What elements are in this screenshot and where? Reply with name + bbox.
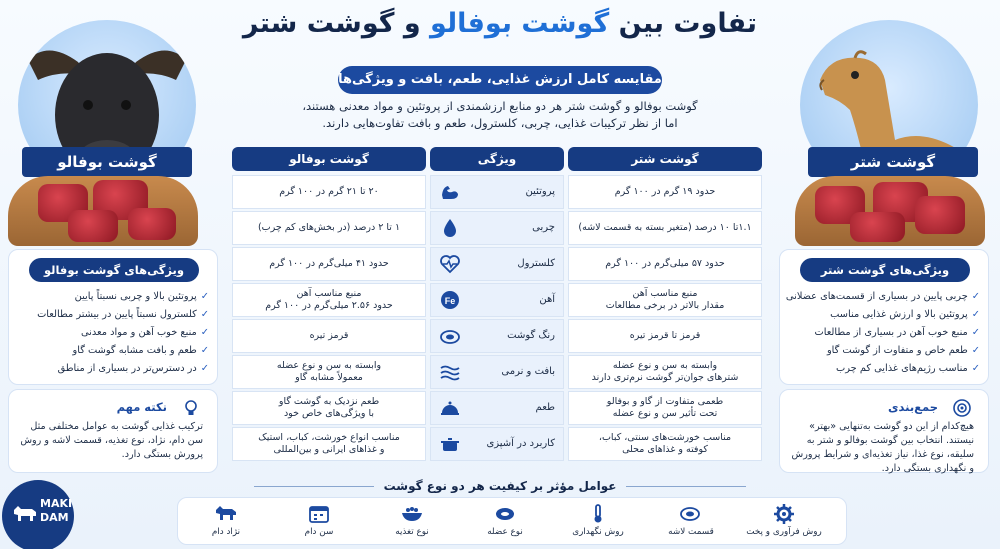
buffalo-value: قرمز تیره bbox=[232, 319, 426, 353]
list-item bbox=[788, 342, 980, 360]
feed-bowl-icon bbox=[400, 502, 424, 524]
title-part1: تفاوت بین bbox=[609, 8, 758, 39]
factor-item bbox=[465, 502, 545, 537]
cloche-icon bbox=[439, 397, 461, 419]
cow-logo-icon bbox=[12, 504, 38, 522]
check-icon: ✓ bbox=[971, 327, 980, 338]
intro-line-2: اما از نظر ترکیبات غذایی، چربی، کلسترول، طعم و بافت تفاوت‌هایی دارند. bbox=[322, 116, 678, 130]
feature-label: کلسترول bbox=[517, 258, 555, 269]
lightbulb-icon bbox=[181, 398, 201, 418]
factor-item bbox=[186, 502, 266, 537]
feature-text: پروتئین بالا و چربی نسبتاً پایین bbox=[74, 291, 197, 302]
feature-cell bbox=[430, 175, 564, 209]
camel-value: منبع مناسب آهن مقدار بالاتر در برخی مطالعات bbox=[568, 283, 762, 317]
table-row bbox=[232, 355, 762, 389]
intro-text bbox=[240, 98, 760, 132]
feature-text: منبع خوب آهن و مواد معدنی bbox=[81, 327, 197, 338]
title-accent: گوشت بوفالو bbox=[430, 8, 610, 39]
camel-value: طعمی متفاوت از گاو و بوفالو تحت تأثیر سن و نوع عضله bbox=[568, 391, 762, 425]
table-row bbox=[232, 211, 762, 245]
intro-line-1: گوشت بوفالو و گوشت شتر هر دو منابع ارزشمندی از پروتئین و مواد معدنی هستند، bbox=[302, 99, 698, 113]
camel-value: ۱.۱تا ۱۰ درصد (متغیر بسته به قسمت لاشه) bbox=[568, 211, 762, 245]
factor-item bbox=[651, 502, 731, 537]
list-item bbox=[788, 324, 980, 342]
important-note-box bbox=[8, 389, 218, 473]
cow-icon bbox=[214, 502, 238, 524]
svg-text:Fe: Fe bbox=[444, 296, 456, 306]
check-icon: ✓ bbox=[200, 363, 209, 374]
factor-item bbox=[744, 502, 824, 537]
note-text: ترکیب غذایی گوشت به عوامل مختلفی مثل سن دام، نژاد، نوع تغذیه، قسمت لاشه و روش پرورش بستگی دارد. bbox=[20, 421, 203, 460]
check-icon: ✓ bbox=[971, 291, 980, 302]
factors-title-text: عوامل مؤثر بر کیفیت هر دو نوع گوشت bbox=[383, 479, 617, 493]
buffalo-value: طعم نزدیک به گوشت گاو با ویژگی‌های خاص خود bbox=[232, 391, 426, 425]
factor-label: نوع تغذیه bbox=[395, 527, 429, 537]
list-item bbox=[17, 360, 209, 378]
header-buffalo: گوشت بوفالو bbox=[232, 147, 426, 171]
camel-meat-board bbox=[795, 176, 985, 246]
feature-cell bbox=[430, 427, 564, 461]
feature-label: رنگ گوشت bbox=[507, 330, 555, 341]
meat-piece bbox=[68, 210, 118, 242]
check-icon: ✓ bbox=[971, 309, 980, 320]
drop-icon bbox=[439, 217, 461, 239]
steak-icon bbox=[679, 502, 703, 524]
buffalo-features-list bbox=[17, 288, 209, 378]
buffalo-value: حدود ۴۱ میلی‌گرم در ۱۰۰ گرم bbox=[232, 247, 426, 281]
feature-cell bbox=[430, 211, 564, 245]
makidam-logo bbox=[2, 480, 74, 549]
camel-value: حدود ۵۷ میلی‌گرم در ۱۰۰ گرم bbox=[568, 247, 762, 281]
factor-label: سن دام bbox=[304, 527, 334, 537]
feature-text: چربی پایین در بسیاری از قسمت‌های عضلانی bbox=[785, 291, 968, 302]
feature-cell bbox=[430, 391, 564, 425]
feature-text: طعم خاص و متفاوت از گوشت گاو bbox=[826, 345, 968, 356]
subtitle-banner: مقایسه کامل ارزش غذایی، طعم، بافت و ویژگی‌ها bbox=[338, 66, 662, 94]
buffalo-features-title: ویژگی‌های گوشت بوفالو bbox=[29, 258, 199, 282]
list-item bbox=[17, 306, 209, 324]
header-feature: ویژگی bbox=[430, 147, 564, 171]
feature-text: در دسترس‌تر در بسیاری از مناطق bbox=[57, 363, 197, 374]
feature-text: مناسب رژیم‌های غذایی کم چرب bbox=[836, 363, 968, 374]
check-icon: ✓ bbox=[200, 291, 209, 302]
muscle-icon bbox=[439, 181, 461, 203]
list-item bbox=[17, 342, 209, 360]
buffalo-value: منبع مناسب آهن حدود ۲.۵۶ میلی‌گرم در ۱۰۰ گرم bbox=[232, 283, 426, 317]
feature-cell bbox=[430, 355, 564, 389]
check-icon: ✓ bbox=[971, 363, 980, 374]
camel-features-list bbox=[785, 288, 980, 378]
calendar-icon bbox=[307, 502, 331, 524]
check-icon: ✓ bbox=[971, 345, 980, 356]
list-item bbox=[17, 288, 209, 306]
factor-label: نژاد دام bbox=[211, 527, 241, 537]
buffalo-features-box bbox=[8, 249, 218, 385]
waves-icon bbox=[439, 361, 461, 383]
buffalo-value: ۲۰ تا ۲۱ گرم در ۱۰۰ گرم bbox=[232, 175, 426, 209]
buffalo-meat-board bbox=[8, 176, 198, 246]
feature-text: کلسترول نسبتاً پایین در بیشتر مطالعات bbox=[37, 309, 197, 320]
iron-fe-icon bbox=[439, 289, 461, 311]
feature-label: کاربرد در آشپزی bbox=[486, 438, 555, 449]
check-icon: ✓ bbox=[200, 345, 209, 356]
factor-label: قسمت لاشه bbox=[668, 527, 714, 537]
factors-bar bbox=[177, 497, 847, 545]
buffalo-value: ۱ تا ۲ درصد (در بخش‌های کم چرب) bbox=[232, 211, 426, 245]
factor-item bbox=[279, 502, 359, 537]
buffalo-label: گوشت بوفالو bbox=[22, 147, 192, 177]
check-icon: ✓ bbox=[200, 309, 209, 320]
table-row bbox=[232, 319, 762, 353]
pot-icon bbox=[439, 433, 461, 455]
logo-text-1: MAKI bbox=[40, 497, 73, 510]
summary-text: هیچ‌کدام از این دو گوشت به‌تنهایی «بهتر» نیستند. انتخاب بین گوشت بوفالو و شتر به سلیقه، نوع غذا، نیاز تغذیه‌ای و شرایط پرورش و نگهداری بستگی دارد. bbox=[791, 421, 974, 474]
meat-piece bbox=[128, 208, 176, 240]
heart-pulse-icon bbox=[439, 253, 461, 275]
meat-piece bbox=[850, 212, 905, 242]
list-item bbox=[788, 306, 980, 324]
camel-value: وابسته به سن و نوع عضله شترهای جوان‌تر گوشت نرم‌تری دارند bbox=[568, 355, 762, 389]
camel-label: گوشت شتر bbox=[808, 147, 978, 177]
feature-text: منبع خوب آهن در بسیاری از مطالعات bbox=[814, 327, 968, 338]
camel-features-title: ویژگی‌های گوشت شتر bbox=[800, 258, 970, 282]
factor-item bbox=[372, 502, 452, 537]
list-item bbox=[788, 360, 980, 378]
factor-label: روش فرآوری و پخت bbox=[746, 527, 822, 537]
table-row bbox=[232, 247, 762, 281]
table-row bbox=[232, 283, 762, 317]
feature-cell bbox=[430, 247, 564, 281]
factors-title bbox=[0, 479, 1000, 493]
factor-item bbox=[558, 502, 638, 537]
feature-cell bbox=[430, 283, 564, 317]
feature-label: چربی bbox=[532, 222, 555, 233]
table-row bbox=[232, 175, 762, 209]
camel-value: قرمز تا قرمز تیره bbox=[568, 319, 762, 353]
camel-features-box bbox=[779, 249, 989, 385]
table-row bbox=[232, 391, 762, 425]
camel-value: حدود ۱۹ گرم در ۱۰۰ گرم bbox=[568, 175, 762, 209]
table-row bbox=[232, 427, 762, 461]
feature-cell bbox=[430, 319, 564, 353]
note-title: نکته مهم bbox=[116, 400, 167, 414]
logo-text-2: DAM bbox=[40, 511, 69, 524]
title-part2: و گوشت شتر bbox=[242, 8, 431, 39]
check-icon: ✓ bbox=[200, 327, 209, 338]
thermometer-icon bbox=[586, 502, 610, 524]
meat-piece bbox=[915, 196, 965, 234]
target-icon bbox=[952, 398, 972, 418]
buffalo-value: مناسب انواع خورشت، کباب، استیک و غذاهای ایرانی و بین‌المللی bbox=[232, 427, 426, 461]
list-item bbox=[17, 324, 209, 342]
summary-title: جمع‌بندی bbox=[887, 400, 938, 414]
feature-label: بافت و نرمی bbox=[501, 366, 555, 377]
header-camel: گوشت شتر bbox=[568, 147, 762, 171]
feature-label: پروتئین bbox=[525, 186, 555, 197]
buffalo-value: وابسته به سن و نوع عضله معمولاً مشابه گاو bbox=[232, 355, 426, 389]
factor-label: روش نگهداری bbox=[572, 527, 624, 537]
gear-icon bbox=[772, 502, 796, 524]
list-item bbox=[785, 288, 980, 306]
feature-text: طعم و بافت مشابه گوشت گاو bbox=[72, 345, 197, 356]
feature-text: پروتئین بالا و ارزش غذایی مناسب bbox=[830, 309, 968, 320]
steak-icon bbox=[439, 325, 461, 347]
feature-label: طعم bbox=[535, 402, 555, 413]
feature-label: آهن bbox=[539, 294, 555, 305]
camel-value: مناسب خورشت‌های سنتی، کباب، کوفته و غذاهای محلی bbox=[568, 427, 762, 461]
meat-cut-icon bbox=[493, 502, 517, 524]
summary-box bbox=[779, 389, 989, 473]
factor-label: نوع عضله bbox=[487, 527, 523, 537]
